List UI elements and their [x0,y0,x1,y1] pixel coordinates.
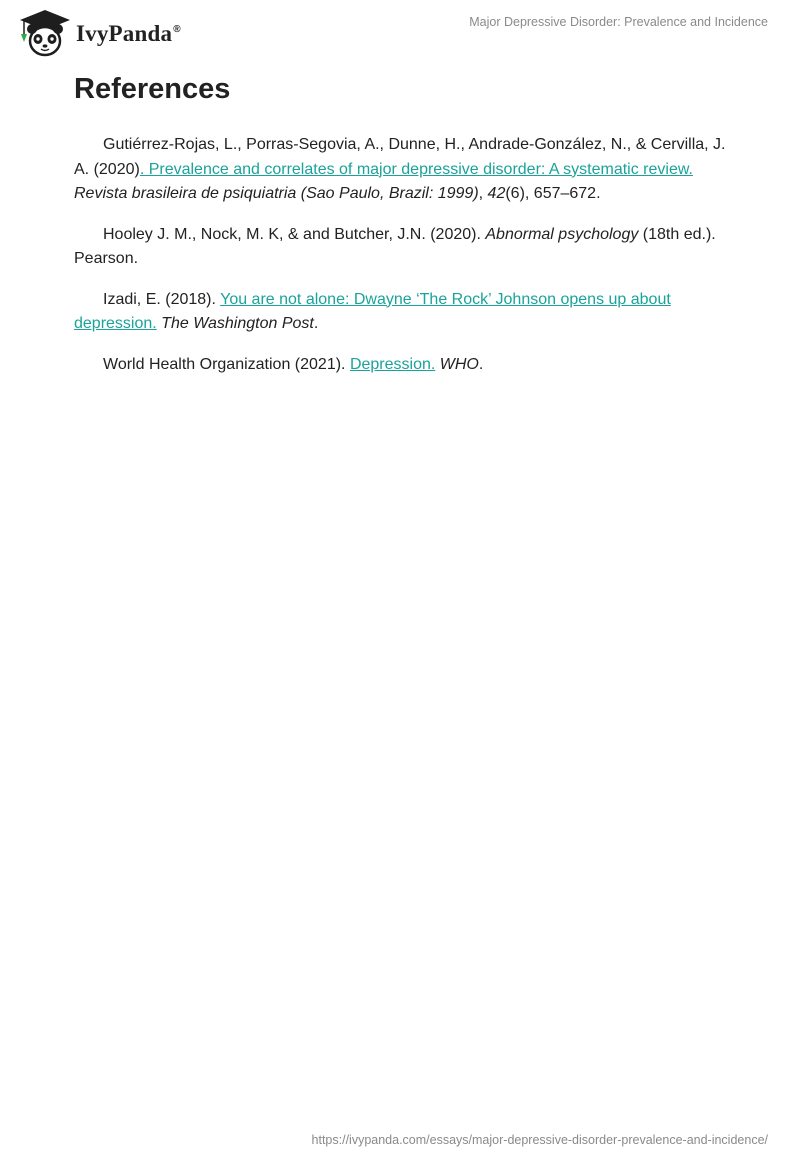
reference-item [74,223,734,272]
reference-title: Abnormal psychology [485,225,639,243]
reference-link[interactable]: Depression. [349,355,436,373]
reference-source: WHO [439,355,479,373]
reference-volume: 42 [487,185,506,202]
reference-authors: World Health Organization (2021). [103,355,350,373]
reference-details: . [478,355,484,373]
reference-item [74,133,734,207]
reference-details: . [313,315,319,332]
reference-item [74,288,734,337]
reference-journal: Revista brasileira de psiquiatria (Sao Paulo, Brazil: 1999) [74,185,479,202]
registered-mark: ® [173,24,181,36]
reference-link[interactable]: . Prevalence and correlates of major depressive disorder: A systematic review. [139,160,693,178]
logo-wordmark [76,21,181,47]
ivypanda-logo[interactable] [16,8,181,58]
reference-details: (18th ed.). Pearson. [74,225,716,267]
reference-details: (6), 657–672. [505,185,601,202]
reference-separator: , [478,185,488,202]
panda-graduate-icon [16,8,74,58]
document-header-title: Major Depressive Disorder: Prevalence and Incidence [469,15,768,29]
reference-authors: Hooley J. M., Nock, M. K, & and Butcher, J.N. (2020). [103,225,486,243]
page-title: References [74,73,231,105]
reference-authors: Gutiérrez-Rojas, L., Porras-Segovia, A., Dunne, H., Andrade-González, N., & Cervilla, J. A. (2020) [74,136,726,178]
reference-authors: Izadi, E. (2018). [103,290,221,308]
logo-name: IvyPanda [76,21,173,46]
reference-source: The Washington Post [161,315,314,332]
reference-list [74,133,734,393]
footer-url[interactable]: https://ivypanda.com/essays/major-depressive-disorder-prevalence-and-incidence/ [311,1133,768,1147]
reference-link[interactable]: You are not alone: Dwayne ‘The Rock’ Johnson opens up about depression. [74,290,671,332]
reference-item [74,353,734,378]
